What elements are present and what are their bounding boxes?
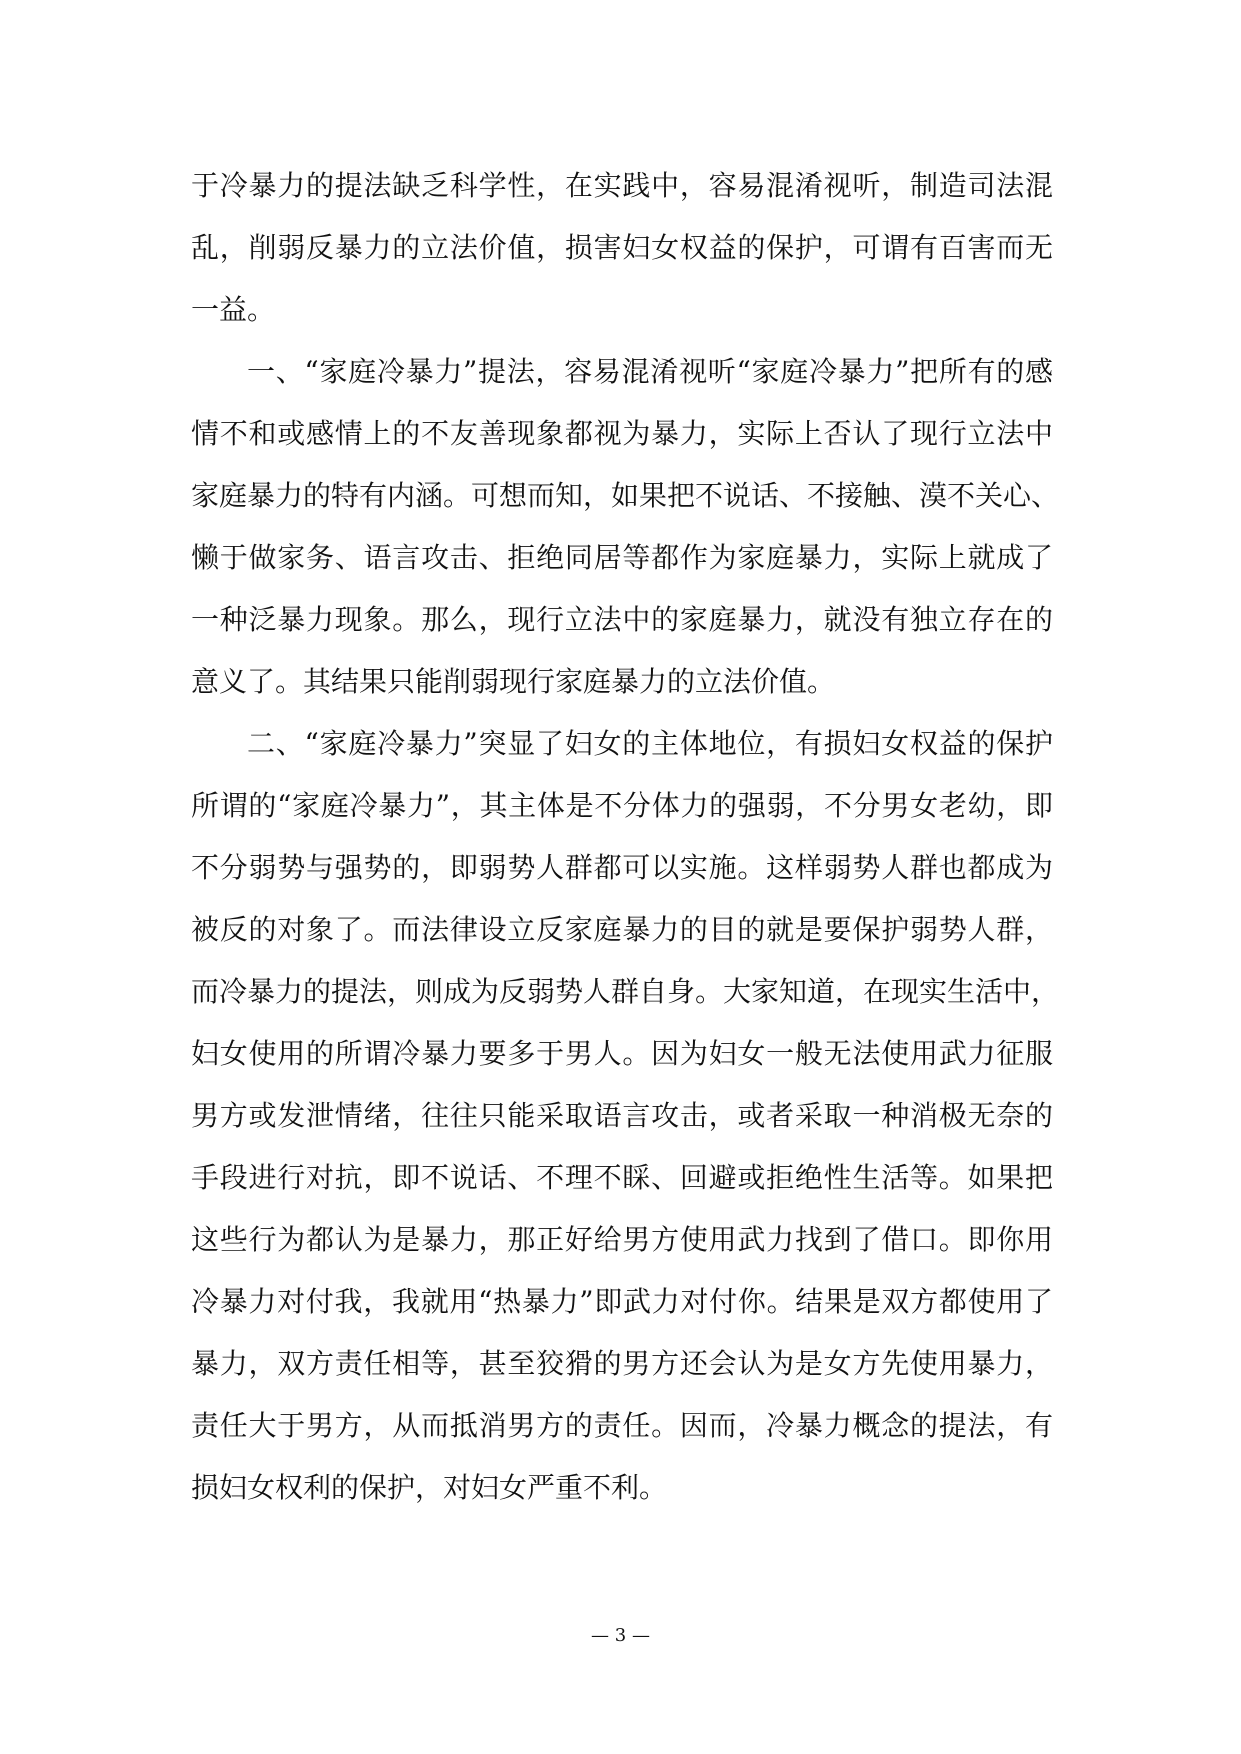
text-line: 意义了。其结果只能削弱现行家庭暴力的立法价值。 <box>191 665 836 698</box>
paragraph-heading-line: 一、“家庭冷暴力”提法，容易混淆视听“家庭冷暴力”把所有的感 <box>247 355 1053 388</box>
text-line: 家庭暴力的特有内涵。可想而知，如果把不说话、不接触、漠不关心、 <box>191 479 1060 512</box>
text-line: 懒于做家务、语言攻击、拒绝同居等都作为家庭暴力，实际上就成了 <box>191 541 1053 574</box>
text-line: 乱，削弱反暴力的立法价值，损害妇女权益的保护，可谓有百害而无 <box>191 231 1053 264</box>
paragraph-heading-line: 二、“家庭冷暴力”突显了妇女的主体地位，有损妇女权益的保护 <box>247 727 1053 760</box>
text-line: 于冷暴力的提法缺乏科学性，在实践中，容易混淆视听，制造司法混 <box>191 169 1053 202</box>
text-line: 妇女使用的所谓冷暴力要多于男人。因为妇女一般无法使用武力征服 <box>191 1037 1053 1070</box>
text-line: 损妇女权利的保护，对妇女严重不利。 <box>191 1471 668 1504</box>
text-line: 被反的对象了。而法律设立反家庭暴力的目的就是要保护弱势人群， <box>191 913 1053 946</box>
text-line: 责任大于男方，从而抵消男方的责任。因而，冷暴力概念的提法，有 <box>191 1409 1053 1442</box>
page-number: — 3 — <box>591 1625 650 1646</box>
text-line: 冷暴力对付我，我就用“热暴力”即武力对付你。结果是双方都使用了 <box>191 1285 1053 1318</box>
text-line: 男方或发泄情绪，往往只能采取语言攻击，或者采取一种消极无奈的 <box>191 1099 1053 1132</box>
text-line: 情不和或感情上的不友善现象都视为暴力，实际上否认了现行立法中 <box>191 417 1053 450</box>
text-line: 不分弱势与强势的，即弱势人群都可以实施。这样弱势人群也都成为 <box>191 851 1053 884</box>
text-line: 一种泛暴力现象。那么，现行立法中的家庭暴力，就没有独立存在的 <box>191 603 1053 636</box>
text-line: 所谓的“家庭冷暴力”，其主体是不分体力的强弱，不分男女老幼，即 <box>191 789 1053 822</box>
text-line: 而冷暴力的提法，则成为反弱势人群自身。大家知道，在现实生活中， <box>191 975 1060 1008</box>
text-line: 一益。 <box>191 293 276 326</box>
text-line: 手段进行对抗，即不说话、不理不睬、回避或拒绝性生活等。如果把 <box>191 1161 1053 1194</box>
text-line: 暴力，双方责任相等，甚至狡猾的男方还会认为是女方先使用暴力， <box>191 1347 1053 1380</box>
body-text <box>191 155 1060 1519</box>
text-line: 这些行为都认为是暴力，那正好给男方使用武力找到了借口。即你用 <box>191 1223 1053 1256</box>
